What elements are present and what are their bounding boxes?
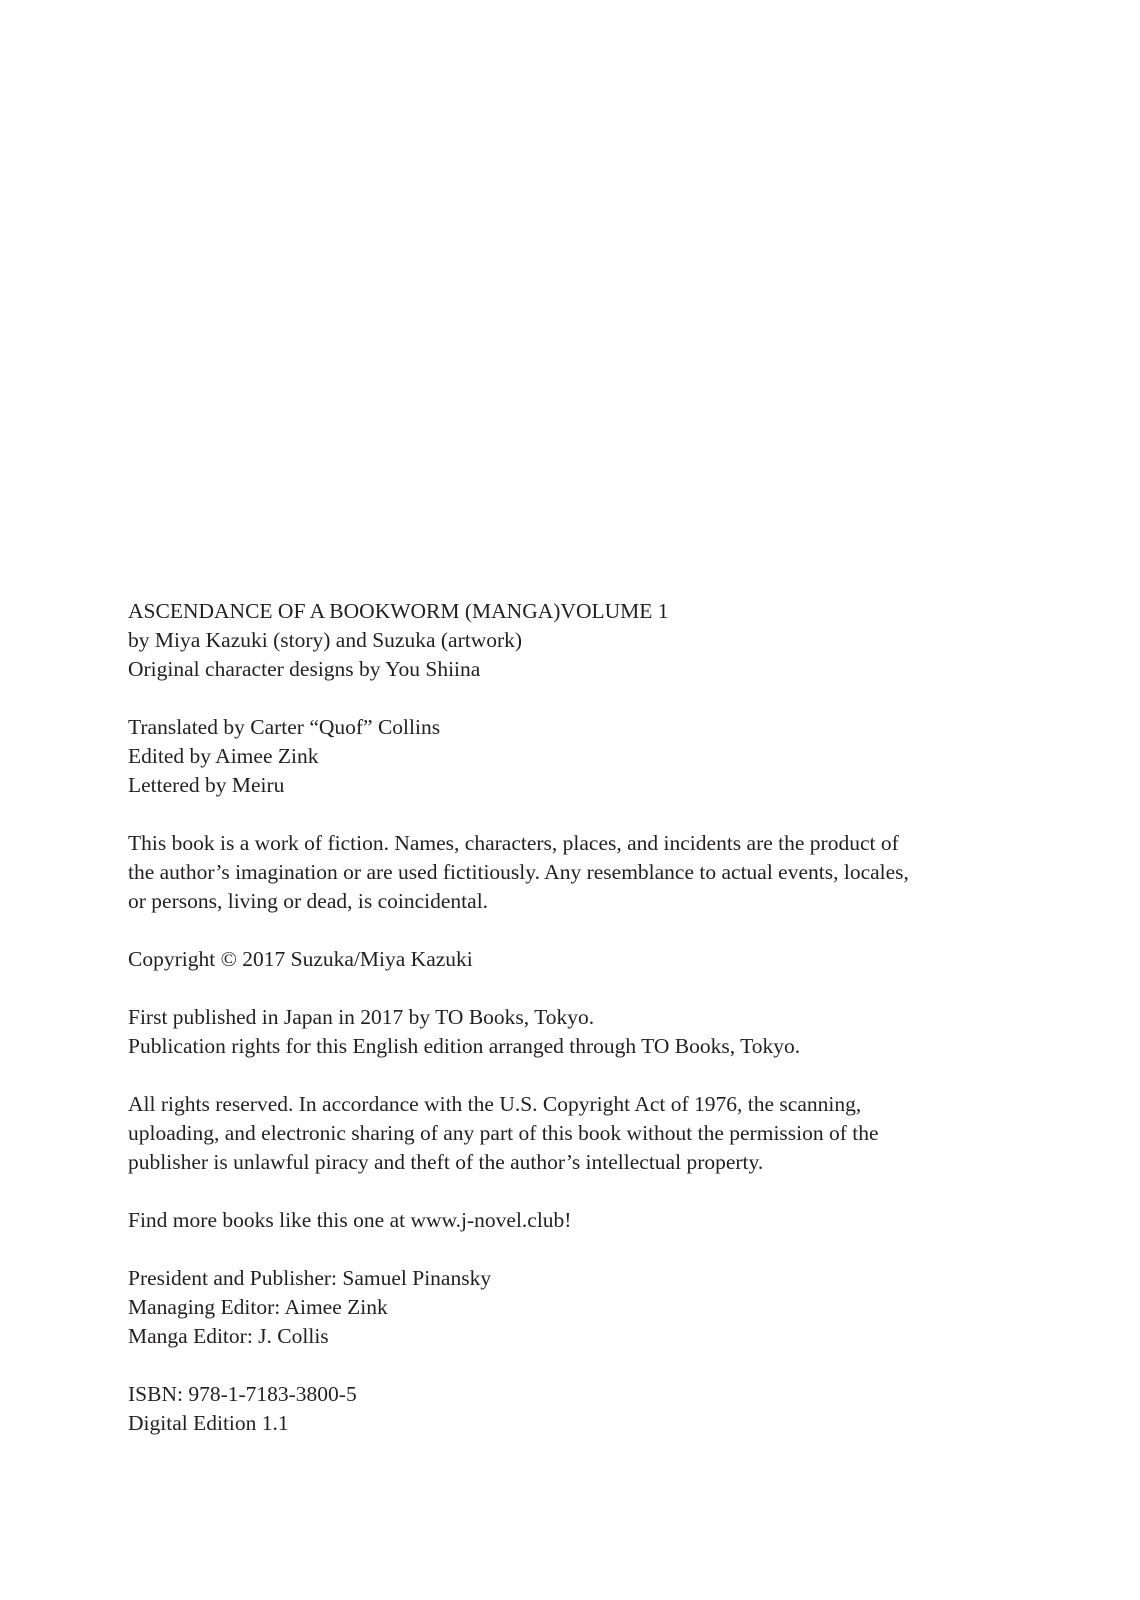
managing-editor-credit: Managing Editor: Aimee Zink bbox=[128, 1295, 388, 1319]
rights-line: publisher is unlawful piracy and theft of the author’s intellectual property. bbox=[128, 1150, 764, 1174]
rights-line: All rights reserved. In accordance with the U.S. Copyright Act of 1976, the scanning, bbox=[128, 1092, 862, 1116]
copyright-notice: Copyright © 2017 Suzuka/Miya Kazuki bbox=[128, 947, 473, 971]
manga-editor-credit: Manga Editor: J. Collis bbox=[128, 1324, 329, 1348]
edition-block bbox=[128, 1380, 1028, 1438]
byline: by Miya Kazuki (story) and Suzuka (artwork) bbox=[128, 628, 523, 652]
promo-block bbox=[128, 1206, 1028, 1235]
disclaimer-line: or persons, living or dead, is coincidental. bbox=[128, 889, 489, 913]
disclaimer-line: the author’s imagination or are used fictitiously. Any resemblance to actual events, locales, bbox=[128, 860, 909, 884]
publisher-staff-block bbox=[128, 1264, 1028, 1351]
isbn: ISBN: 978-1-7183-3800-5 bbox=[128, 1382, 357, 1406]
rights-block bbox=[128, 1090, 1028, 1177]
digital-edition: Digital Edition 1.1 bbox=[128, 1411, 289, 1435]
disclaimer-block bbox=[128, 829, 1028, 916]
publication-block bbox=[128, 1003, 1028, 1061]
editor-credit: Edited by Aimee Zink bbox=[128, 744, 319, 768]
book-title: ASCENDANCE OF A BOOKWORM (MANGA)VOLUME 1 bbox=[128, 599, 669, 623]
colophon bbox=[128, 597, 1028, 1438]
rights-line: uploading, and electronic sharing of any part of this book without the permission of the bbox=[128, 1121, 879, 1145]
president-credit: President and Publisher: Samuel Pinansky bbox=[128, 1266, 492, 1290]
website-promo: Find more books like this one at www.j-novel.club! bbox=[128, 1208, 572, 1232]
staff-block bbox=[128, 713, 1028, 800]
publication-rights-line: Publication rights for this English edition arranged through TO Books, Tokyo. bbox=[128, 1034, 801, 1058]
copyright-block bbox=[128, 945, 1028, 974]
first-published-line: First published in Japan in 2017 by TO Books, Tokyo. bbox=[128, 1005, 595, 1029]
character-designs-credit: Original character designs by You Shiina bbox=[128, 657, 481, 681]
credits-block bbox=[128, 597, 1028, 684]
letterer-credit: Lettered by Meiru bbox=[128, 773, 285, 797]
translator-credit: Translated by Carter “Quof” Collins bbox=[128, 715, 441, 739]
disclaimer-line: This book is a work of fiction. Names, characters, places, and incidents are the product of bbox=[128, 831, 899, 855]
